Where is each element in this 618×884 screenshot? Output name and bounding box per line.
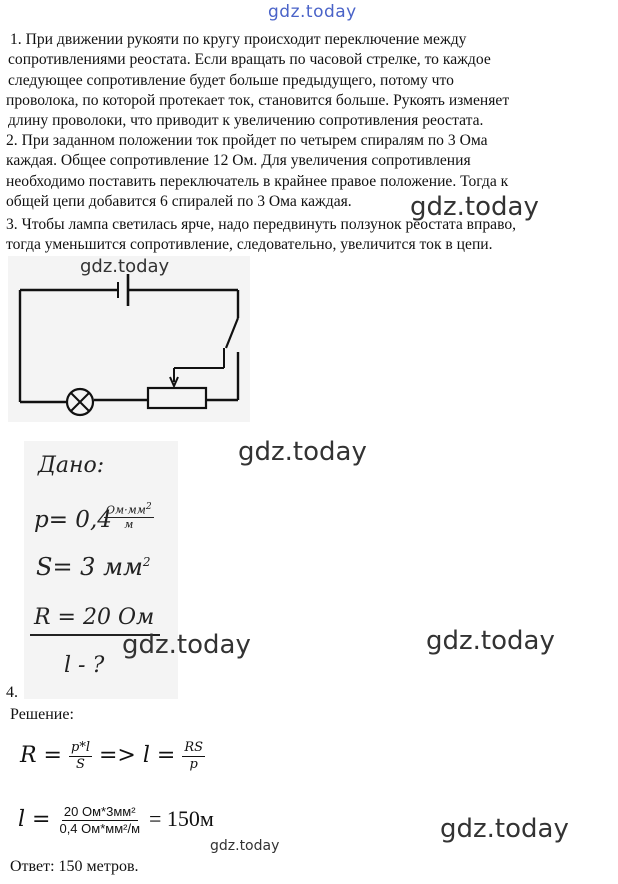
paragraph-1 <box>6 30 612 131</box>
solution-label: Решение: <box>10 706 74 723</box>
fraction-numerator: 20 Ом*3мм² <box>63 804 136 819</box>
watermark: gdz.today <box>122 630 251 660</box>
s-exp: 2 <box>142 555 151 569</box>
formula-2-fraction <box>57 804 142 836</box>
fraction-denominator: p <box>189 756 198 772</box>
formula-1-fraction <box>69 740 92 772</box>
rho-unit-exp: 2 <box>145 501 152 512</box>
circuit-diagram <box>8 256 250 422</box>
s-value: S= 3 мм <box>36 553 143 581</box>
text-line: тогда уменьшится сопротивление, следовательно, увеличится ток в цепи. <box>6 236 493 254</box>
given-rho <box>34 507 112 533</box>
text-line: общей цепи добавится 6 спиралей по 3 Ома каждая. <box>6 192 352 210</box>
formula-2 <box>18 804 214 836</box>
given-unknown: l - ? <box>64 653 105 678</box>
text-line: следующее сопротивление будет больше предыдущего, потому что <box>8 71 454 89</box>
formula-1-lhs: R = <box>20 743 62 769</box>
formula-2-result: = 150м <box>149 806 214 832</box>
fraction-denominator: 0,4 Ом*мм²/м <box>59 820 141 836</box>
fraction-numerator: p*l <box>71 740 90 755</box>
given-title: Дано: <box>38 453 105 478</box>
text-line: 3. Чтобы лампа светилась ярче, надо передвинуть ползунок реостата вправо, <box>6 216 517 233</box>
formula-1 <box>20 740 205 772</box>
text-line: 2. При заданном положении ток пройдет по четырем спиралям по 3 Ома <box>6 132 488 149</box>
watermark: gdz.today <box>426 626 555 656</box>
text-line: каждая. Общее сопротивление 12 Ом. Для увеличения сопротивления <box>6 152 471 170</box>
answer-text: Ответ: 150 метров. <box>10 858 139 875</box>
formula-1-arrow: => l = <box>98 743 176 769</box>
text-line: сопротивлениями реостата. Если вращать по часовой стрелке, то каждое <box>8 51 491 69</box>
watermark: gdz.today <box>440 814 569 844</box>
text-line: 1. При движении рукояти по кругу происходит переключение между <box>10 31 467 48</box>
fraction-denominator: S <box>76 756 85 772</box>
watermark: gdz.today <box>80 256 170 277</box>
rho-unit-den: м <box>124 517 134 531</box>
formula-1-fraction-2 <box>182 740 205 772</box>
watermark-top: gdz.today <box>268 2 357 22</box>
given-card <box>24 441 178 699</box>
task-number: 4. <box>6 684 18 701</box>
text-line: длину проволоки, что приводит к увеличению сопротивления реостата. <box>8 112 484 130</box>
text-line: необходимо поставить переключатель в крайнее правое положение. Тогда к <box>6 172 509 190</box>
given-s <box>36 553 151 581</box>
watermark: gdz.today <box>238 437 367 467</box>
given-r: R = 20 Ом <box>34 605 155 630</box>
text-line: проволока, по которой протекает ток, становится больше. Рукоять изменяет <box>6 91 510 109</box>
circuit-figure <box>8 256 250 422</box>
rho-unit-num: Ом·мм <box>106 503 146 517</box>
rho-value: p= 0,4 <box>34 507 112 533</box>
formula-2-lhs: l = <box>18 807 51 833</box>
fraction-numerator: RS <box>184 740 204 755</box>
rho-unit <box>104 501 154 531</box>
watermark: gdz.today <box>210 838 280 854</box>
watermark: gdz.today <box>410 192 539 222</box>
